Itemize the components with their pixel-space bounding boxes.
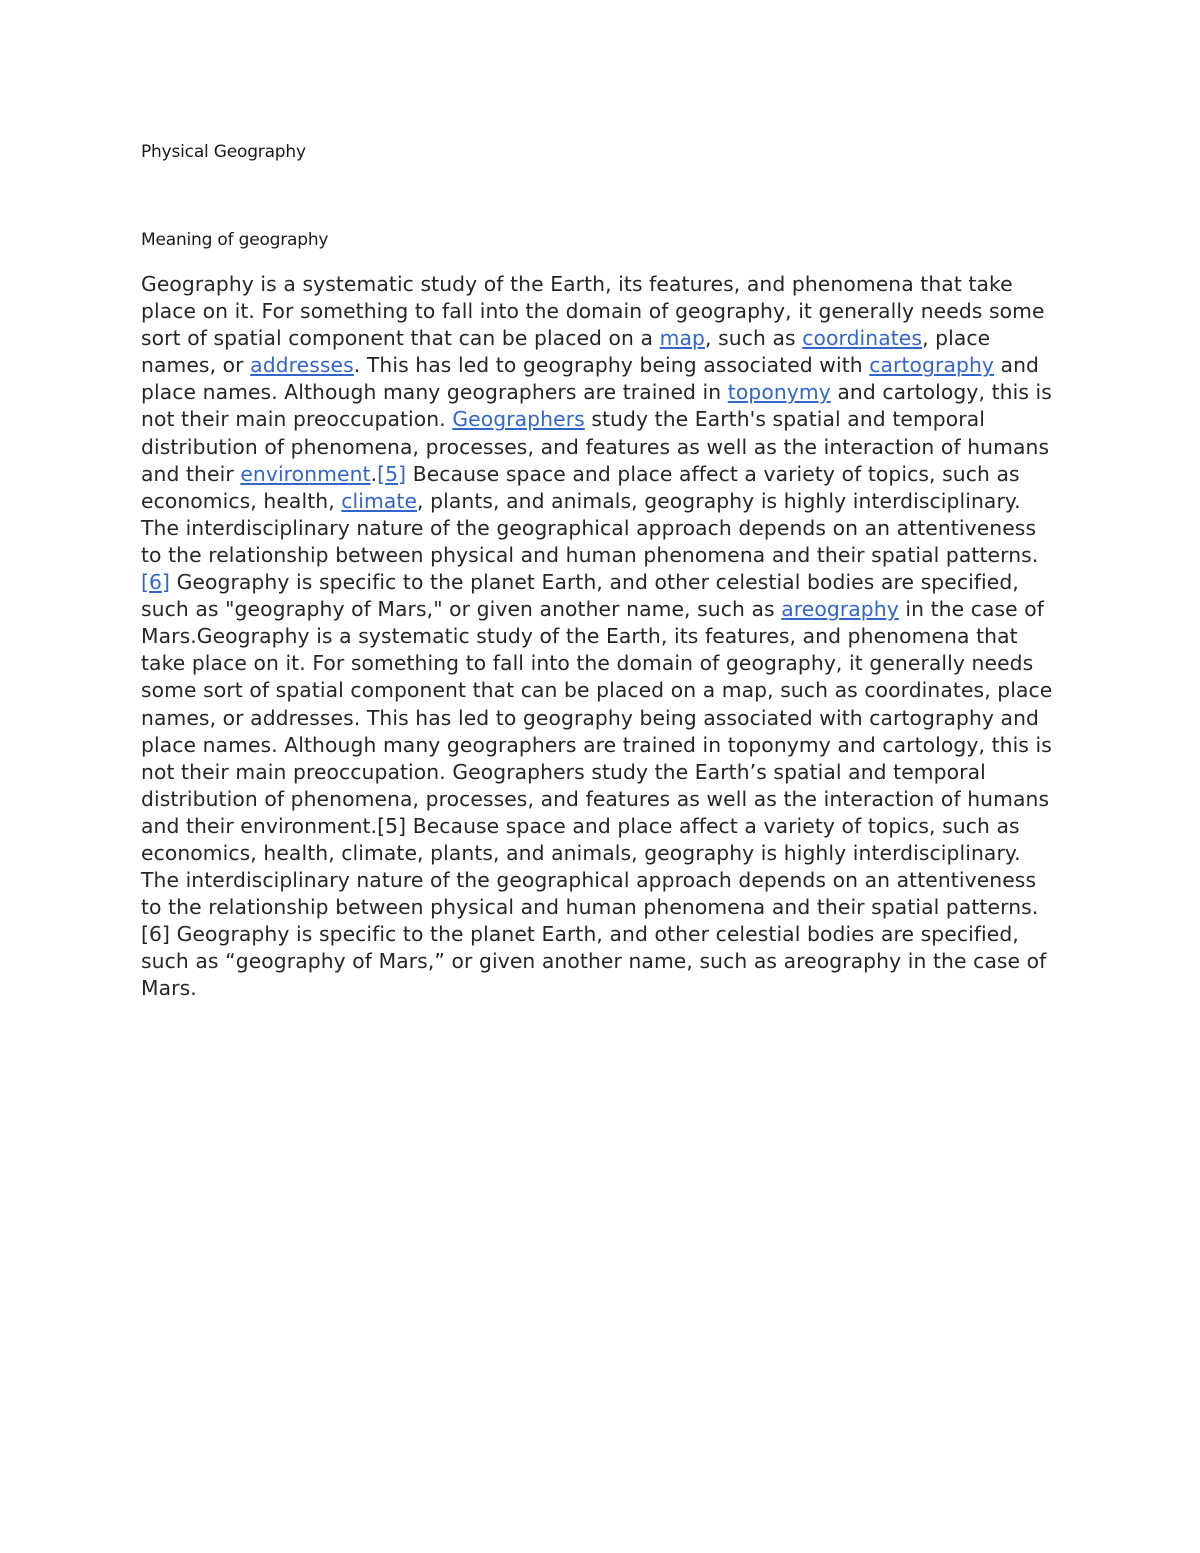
link-geographers[interactable]: Geographers — [452, 407, 585, 432]
paragraph-text: , such as — [705, 326, 803, 351]
link-climate[interactable]: climate — [341, 488, 418, 513]
paragraph-text: Because space and place affect a variety of topics, such as economics, health, — [141, 461, 1020, 513]
paragraph-text: . — [370, 461, 378, 486]
body-paragraph — [141, 271, 1056, 1003]
link-map[interactable]: map — [659, 326, 705, 351]
paragraph-text: Geography is a systematic study of the Earth, its features, and phenomena that take place on it. For something to fall into the domain of geography, it generally needs some sort of spatial component that can be placed on a — [141, 272, 1045, 351]
section-heading: Meaning of geography — [141, 230, 329, 250]
link-environment[interactable]: environment — [240, 461, 371, 486]
paragraph-text: and place names. Although many geographers are trained in — [141, 353, 1040, 405]
paragraph-text: in the case of Mars.Geography is a systematic study of the Earth, its features, and phenomena that take place on it. For something to fall into the domain of geography, it generally needs some sort of spatial component that can be placed on a map, such as coordinates, place names, or addresses. This has led to geography being associated with cartography and place names. Although many geographers are trained in toponymy and cartology, this is not their main preoccupation. Geographers study the Earth’s spatial and temporal distribution of phenomena, processes, and features as well as the interaction of humans and their environment.[5] Because space and place affect a variety of topics, such as economics, health, climate, plants, and animals, geography is highly interdisciplinary. The interdisciplinary nature of the geographical approach depends on an attentiveness to the relationship between physical and human phenomena and their spatial patterns.[6] Geography is specific to the planet Earth, and other celestial bodies are specified, such as “geography of Mars,” or given another name, such as areography in the case of Mars. — [141, 597, 1053, 1001]
link-cartography[interactable]: cartography — [869, 353, 995, 378]
link-areography[interactable]: areography — [781, 597, 899, 622]
link-addresses[interactable]: addresses — [250, 353, 354, 378]
link-toponymy[interactable]: toponymy — [727, 380, 831, 405]
paragraph-text: . This has led to geography being associated with — [353, 353, 870, 378]
paragraph-text: study the Earth's spatial and temporal distribution of phenomena, processes, and features as well as the interaction of humans and their — [141, 407, 1050, 486]
citation-link-5[interactable]: [5] — [377, 461, 407, 486]
link-coordinates[interactable]: coordinates — [802, 326, 923, 351]
paragraph-text: Geography is specific to the planet Earth, and other celestial bodies are specified, such as "geography of Mars," or given another name, such as — [141, 570, 1019, 622]
document-title: Physical Geography — [141, 142, 306, 162]
paragraph-text: , plants, and animals, geography is highly interdisciplinary. The interdisciplinary nature of the geographical approach depends on an attentiveness to the relationship between physical and human phenomena and their spatial patterns. — [141, 488, 1039, 567]
citation-link-6[interactable]: [6] — [141, 570, 171, 595]
paragraph-text: , place names, or — [141, 326, 991, 378]
paragraph-text: and cartology, this is not their main preoccupation. — [141, 380, 1052, 432]
